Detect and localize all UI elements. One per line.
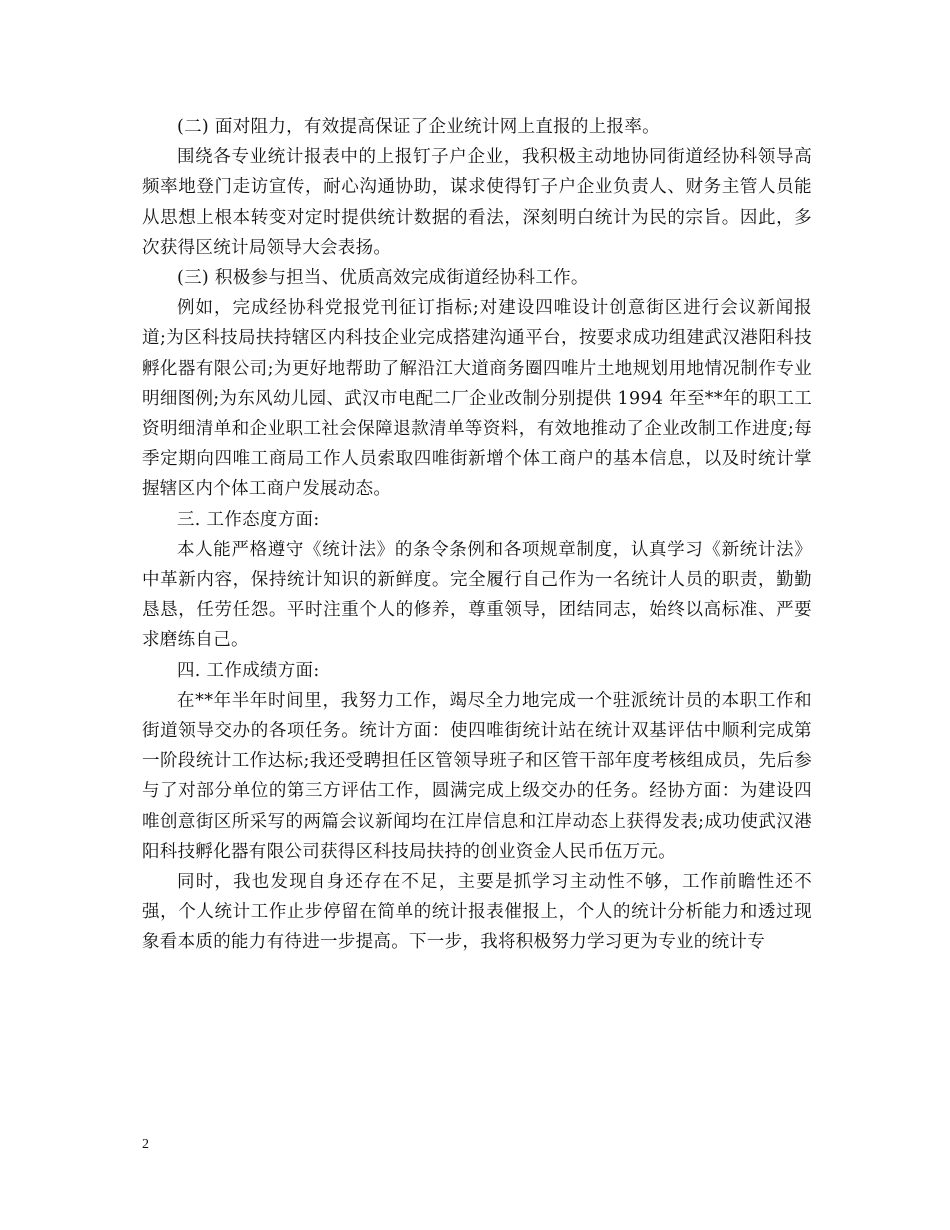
section-heading-2: (二) 面对阻力，有效提高保证了企业统计网上直报的上报率。	[177, 117, 660, 137]
body-paragraph: 本人能严格遵守《统计法》的条令条例和各项规章制度，认真学习《新统计法》中革新内容，保持统计知识的新鲜度。完全履行自己作为一名统计人员的职责，勤勤恳恳，任劳任怨。平时注重个人的修养，尊重领导，团结同志，始终以高标准、严要求磨练自己。	[142, 539, 812, 651]
body-paragraph: 例如，完成经协科党报党刊征订指标;对建设四唯设计创意街区进行会议新闻报道;为区科技局扶持辖区内科技企业完成搭建沟通平台，按要求成功组建武汉港阳科技孵化器有限公司;为更好地帮助了解沿江大道商务圈四唯片土地规划用地情况制作专业明细图例;为东风幼儿园、武汉市电配二厂企业改制分别提供 1994 年至**年的职工工资明细清单和企业职工社会保障退款清单等资料，有效地推动了企业改制工作进度;每季定期向四唯工商局工作人员索取四唯街新增个体工商户的基本信息，以及时统计掌握辖区内个体工商户发展动态。	[142, 298, 812, 500]
section-heading-achievements: 四. 工作成绩方面:	[177, 660, 320, 681]
section-heading-3: (三) 积极参与担当、优质高效完成街道经协科工作。	[177, 268, 589, 289]
section-heading-attitude: 三. 工作态度方面:	[177, 509, 320, 530]
page-number: 2	[142, 1137, 149, 1152]
body-paragraph: 同时，我也发现自身还存在不足，主要是抓学习主动性不够，工作前瞻性还不强，个人统计工作止步停留在简单的统计报表催报上，个人的统计分析能力和透过现象看本质的能力有待进一步提高。下一步，我将积极努力学习更为专业的统计专	[142, 872, 812, 953]
document-body	[142, 112, 812, 958]
body-paragraph: 在**年半年时间里，我努力工作，竭尽全力地完成一个驻派统计员的本职工作和街道领导交办的各项任务。统计方面：使四唯街统计站在统计双基评估中顺利完成第一阶段统计工作达标;我还受聘担任区管领导班子和区管干部年度考核组成员，先后参与了对部分单位的第三方评估工作，圆满完成上级交办的任务。经协方面：为建设四唯创意街区所采写的两篇会议新闻均在江岸信息和江岸动态上获得发表;成功使武汉港阳科技孵化器有限公司获得区科技局扶持的创业资金人民币伍万元。	[142, 690, 812, 862]
body-paragraph: 围绕各专业统计报表中的上报钉子户企业，我积极主动地协同街道经协科领导高频率地登门走访宣传，耐心沟通协助，谋求使得钉子户企业负责人、财务主管人员能从思想上根本转变对定时提供统计数据的看法，深刻明白统计为民的宗旨。因此，多次获得区统计局领导大会表扬。	[142, 147, 812, 258]
